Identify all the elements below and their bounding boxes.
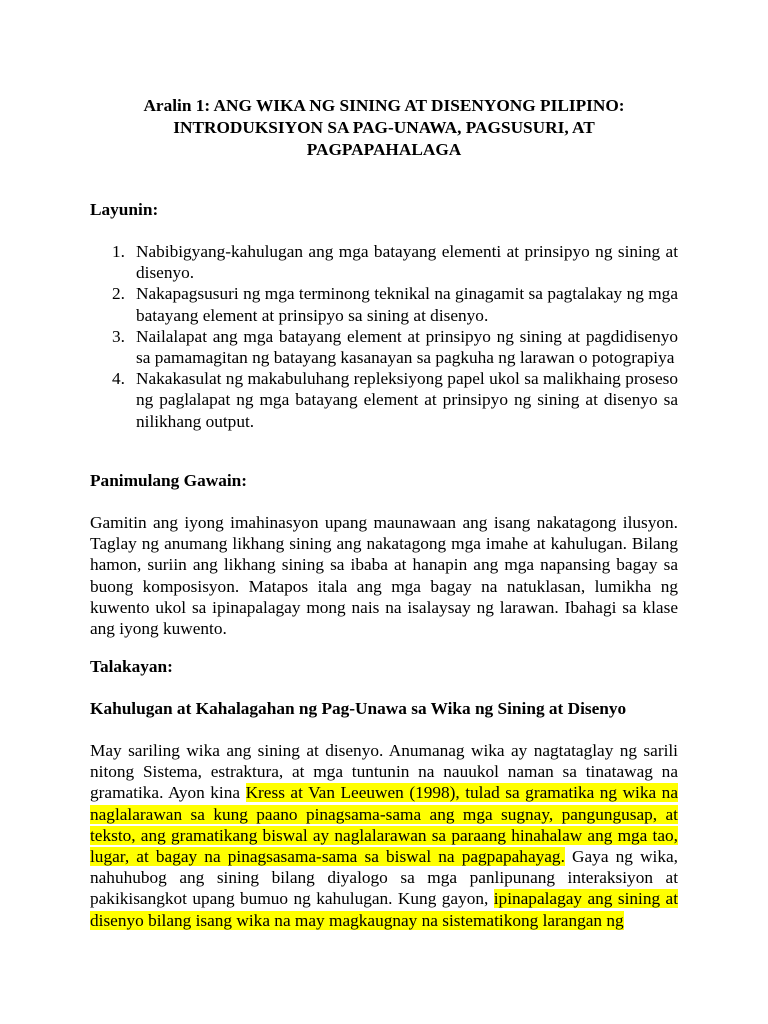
objectives-list (90, 241, 678, 432)
talakayan-heading: Talakayan: (90, 657, 173, 676)
title-line-2: INTRODUKSIYON SA PAG-UNAWA, PAGSUSURI, AT (173, 118, 595, 137)
list-text: Nailalapat ang mga batayang element at prinsipyo ng sining at pagdidisenyo sa pamamagitan ng batayang kasanayan sa pagkuha ng larawan o potograpiya (136, 326, 678, 368)
list-item (90, 241, 678, 283)
paragraph-text: May sariling wika ang sining at disenyo. Anumanag wika ay nagtataglay ng sarili nitong Sistema, estraktura, at mga tuntunin na nauukol naman sa tinatawag na gramatika. Ayon kina (90, 741, 678, 803)
title-line-1: Aralin 1: ANG WIKA NG SINING AT DISENYONG PILIPINO: (143, 96, 625, 115)
list-text: Nakapagsusuri ng mga terminong teknikal na ginagamit sa pagtalakay ng mga batayang element at prinsipyo sa sining at disenyo. (136, 284, 678, 325)
highlighted-text: Kress at Van Leeuwen (1998), tulad sa gramatika ng wika na naglalarawan sa kung paano pinagsama-sama ang mga sugnay, pangungusap, at teksto, ang gramatikang biswal ay naglalarawan sa paraang hinahalaw ang mga tao, lugar, at bagay na pinagsasama-sama sa biswal na pagpapahayag. (90, 783, 678, 867)
highlighted-text: ipinapalagay ang sining at disenyo bilang isang wika na may magkaugnay na sistematikong larangan ng (90, 889, 678, 930)
lesson-title (90, 95, 678, 161)
panimula-heading: Panimulang Gawain: (90, 471, 247, 490)
section-subheading: Kahulugan at Kahalagahan ng Pag-Unawa sa Wika ng Sining at Disenyo (90, 699, 627, 718)
panimula-paragraph: Gamitin ang iyong imahinasyon upang maunawaan ang isang nakatagong ilusyon. Taglay ng anumang likhang sining ang nakatagong mga imahe at kahulugan. Bilang hamon, suriin ang likhang sining sa ibaba at hanapin ang mga napansing bagay sa buong komposisyon. Matapos itala ang mga bagay na natuklasan, lumikha ng kuwento ukol sa ipinapalagay mong nais na isalaysay ng larawan. Ibahagi sa klase ang iyong kuwento. (90, 513, 678, 639)
title-line-3: PAGPAPAHALAGA (306, 140, 462, 159)
talakayan-paragraph (90, 740, 678, 931)
paragraph-text: Gaya ng wika, nahuhubog ang sining bilang diyalogo sa mga panlipunang interaksiyon at pakikisangkot upang bumuo ng kahulugan. Kung gayon, (90, 847, 678, 909)
list-text: Nakakasulat ng makabuluhang repleksiyong papel ukol sa malikhaing proseso ng paglalapat ng mga batayang element at prinsipyo ng sining at disenyo sa nilikhang output. (136, 369, 678, 431)
layunin-heading: Layunin: (90, 200, 159, 219)
list-item (90, 368, 678, 432)
list-number: 4. (112, 369, 125, 389)
list-number: 1. (112, 242, 125, 261)
list-item (90, 326, 678, 368)
list-number: 3. (112, 326, 125, 346)
list-text: Nabibigyang-kahulugan ang mga batayang elementi at prinsipyo ng sining at disenyo. (136, 242, 678, 283)
list-item (90, 283, 678, 325)
list-number: 2. (112, 284, 125, 304)
